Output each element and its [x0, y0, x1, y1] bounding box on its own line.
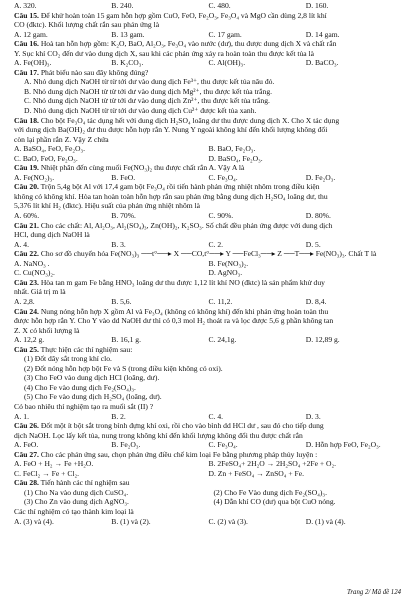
question-line [14, 12, 403, 22]
question-line [14, 222, 403, 232]
answer-option: C. FeCl₂ → Fe + Cl₂. [14, 468, 80, 478]
text-line: CO (đktc). Khối lượng chất rắn sau phản ứng là [14, 21, 160, 30]
statement-line: A. Nhỏ dung dịch NaOH từ từ tới dư vào dung dịch Fe³⁺, thu được kết tủa nâu đỏ. [24, 78, 275, 87]
answer-option: D. 14 gam. [305, 29, 340, 39]
answer-option: A. 12 gam. [14, 29, 48, 39]
answer-option: A. 4. [14, 239, 29, 249]
answer-options [14, 498, 403, 508]
question-line [14, 346, 403, 356]
answer-option: D. 5. [305, 239, 321, 249]
answer-option: C. 24,1g. [208, 335, 237, 345]
question-text: Đốt một ít bột sắt trong bình đựng khí oxi, rồi cho vào bình dd HCl dư , sau đó cho tiếp dung [40, 422, 324, 431]
answer-option: D. BaCO₃. [305, 58, 339, 68]
answer-options [14, 241, 403, 251]
answer-option: D. Hỗn hợp FeO, Fe₂O₃. [305, 440, 381, 450]
statement-line: D. Nhỏ dung dịch NaOH từ từ tới dư vào dung dịch Cu²⁺ được kết tủa xanh. [24, 107, 257, 116]
question-line [14, 308, 403, 318]
answer-option: (2) Cho Fe Vào dung dịch Fe₂(SO₄)₃. [213, 487, 327, 497]
answer-option: (3) Cho Zn vào dung dịch AgNO₃. [24, 497, 129, 507]
question-line [14, 422, 403, 432]
question-text: Nung nóng hỗn hợp X gồm Al và Fe₃O₄ (không có không khí) đến khi phản ứng hoàn toàn thu [40, 307, 329, 316]
question-number: Câu 19. [14, 164, 39, 173]
answer-option: B. 240. [111, 1, 134, 10]
answer-option: C. 11,2. [208, 296, 233, 306]
answer-option: A. FeO. [14, 440, 39, 450]
question-number: Câu 24. [14, 307, 39, 316]
answer-option: D. Fe₂O₃. [305, 172, 336, 182]
answer-option: A. FeO + H₂ → Fe +H₂O. [14, 459, 94, 469]
question-number: Câu 27. [14, 450, 39, 459]
text-line: không có không khí. Hòa tan hoàn toàn hỗn hợp rắn sau phản ứng bằng dung dịch H₂SO₄ loãng dư, thu [14, 192, 328, 201]
answer-option: A. (3) và (4). [14, 516, 54, 526]
answer-option: B. 70%. [111, 211, 136, 221]
page-footer: Trang 2/ Mã đề 124 [347, 589, 401, 597]
question-number: Câu 15. [14, 11, 39, 20]
question-number: Câu 25. [14, 345, 39, 354]
answer-option: A. 12,2 g. [14, 335, 45, 345]
question-line [14, 183, 403, 193]
answer-options [14, 269, 403, 279]
question-text: Cho sơ đồ chuyển hóa Fe(NO₃)₃ ──t°──▸ X ──CO,t°──▸ Y ──FeCl₃──▸ Z ──T──▸ Fe(NO₃)₃. Chất T là [40, 250, 377, 259]
answer-option: A. Fe(OH)₃. [14, 58, 52, 68]
answer-option: C. 2. [208, 239, 224, 249]
answer-option: B. BaO, Fe₂O₃. [208, 144, 256, 154]
answer-option: D. (1) và (4). [305, 516, 346, 526]
statement-line: (2) Đốt nóng hỗn hợp bột Fe và S (trong điều kiện không có oxi). [24, 364, 223, 373]
answer-options [14, 2, 403, 12]
statement-line: (3) Cho FeO vào dung dịch HCl (loãng, dư). [24, 374, 160, 383]
text-line: Các thí nghiệm có tạo thành kim loại là [14, 507, 134, 516]
text-line: Có bao nhiêu thí nghiệm tạo ra muối sắt (II) ? [14, 402, 154, 411]
question-line [14, 69, 403, 79]
answer-options [14, 470, 403, 480]
answer-options [14, 31, 403, 41]
question-text: Trộn 5,4g bột Al với 17,4 gam bột Fe₃O₄ rồi tiến hành phản ứng nhiệt nhôm trong điều kiện [40, 183, 320, 192]
question-number: Câu 18. [14, 116, 39, 125]
question-text: Hòa tan m gam Fe bằng HNO₃ loãng dư thu được 1,12 lít khí NO (đktc) là sản phẩm khử duy [40, 278, 325, 287]
answer-options [14, 518, 403, 528]
text-line: dịch NaOH. Lọc lấy kết tủa, nung trong không khí đến khối lượng không đổi thu được chất rắn [14, 431, 303, 440]
answer-option: D. 160. [305, 1, 329, 10]
answer-options [14, 298, 403, 308]
answer-option: C. 90%. [208, 211, 234, 221]
question-text: Nhiệt phân đến cùng muối Fe(NO₃)₂ thu được chất rắn A. Vậy A là [40, 164, 245, 173]
text-line: nhất. Giá trị m là [14, 288, 66, 297]
question-number: Câu 16. [14, 40, 39, 49]
question-text: Tiến hành các thí nghiệm sau [40, 479, 130, 488]
statement-line: (5) Cho Fe vào dung dịch H₂SO₄ (loãng, dư). [24, 393, 162, 402]
answer-option: A. 320. [14, 1, 37, 10]
answer-options [14, 174, 403, 184]
answer-option: D. 12,89 g. [305, 335, 340, 345]
answer-option: A. Fe(NO₂)₃. [14, 172, 55, 182]
answer-option: B. (1) và (2). [111, 516, 151, 526]
answer-option: C. 17 gam. [208, 29, 242, 39]
statement-line: (1) Đốt dây sắt trong khí clo. [24, 355, 112, 364]
question-number: Câu 23. [14, 278, 39, 287]
question-number: Câu 22. [14, 250, 39, 259]
text-line: Z. X có khối lượng là [14, 326, 80, 335]
text-line: được hỗn hợp rắn Y. Cho Y vào dd NaOH dư thì có 0,3 mol H₂ thoát ra và lọc được 5,6 g phần không tan [14, 317, 334, 326]
question-text: Phát biểu nào sau đây không đúng? [40, 68, 149, 77]
answer-option: D. 3. [305, 411, 321, 421]
question-number: Câu 17. [14, 68, 39, 77]
answer-option: C. BaO, FeO, Fe₂O₃. [14, 153, 78, 163]
answer-option: A. 60%. [14, 211, 40, 221]
question-line [14, 40, 403, 50]
answer-option: C. Fe₃O₄. [208, 440, 238, 450]
answer-option: A. NaNO₃ . [14, 258, 50, 268]
answer-option: D. BaSO₄, Fe₂O₃. [208, 153, 263, 163]
text-line: HCl, dung dịch NaOH là [14, 231, 90, 240]
answer-options [14, 212, 403, 222]
question-text: Để khử hoàn toàn 15 gam hỗn hợp gồm CuO, FeO, Fe₂O₃, Fe₃O₄ và MgO cần dùng 2,8 lít khí [40, 11, 327, 20]
answer-option: A. 2,8. [14, 296, 35, 306]
answer-option: D. AgNO₃. [208, 268, 243, 278]
answer-option: B. 16,1 g. [111, 335, 141, 345]
statement-line: C. Nhỏ dung dịch NaOH từ từ tới dư vào dung dịch Zn²⁺, thu được kết tủa trắng. [24, 97, 270, 106]
answer-option: C. Cu(NO₃)₂. [14, 268, 55, 278]
answer-options [14, 441, 403, 451]
question-number: Câu 20. [14, 183, 39, 192]
answer-option: B. 5,6. [111, 296, 132, 306]
answer-option: (1) Cho Na vào dung dịch CuSO₄. [24, 487, 129, 497]
question-text: Cho bột Fe₃O₄ tác dụng hết với dung dịch H₂SO₄ loãng dư thu được dung dịch X. Cho X tác dụng [40, 116, 340, 125]
question-line [14, 117, 403, 127]
answer-option: D. 8,4. [305, 296, 327, 306]
answer-option: B. Fe₂O₃. [111, 440, 141, 450]
answer-options [14, 59, 403, 69]
answer-option: A. BaSO₄, FeO, Fe₂O₃. [14, 144, 86, 154]
text-line: 5,376 lít khí H₂ (đktc). Hiệu suất của phản ứng nhiệt nhôm là [14, 202, 201, 211]
statement-line: B. Nhỏ dung dịch NaOH từ từ tới dư vào dung dịch Mg²⁺, thu được kết tủa trắng. [24, 87, 273, 96]
answer-options [14, 155, 403, 165]
answer-option: B. 2FeSO₄+ 2H₂O → 2H₂SO₄ +2Fe + O₂. [208, 459, 337, 469]
question-text: Thực hiện các thí nghiệm sau: [40, 345, 133, 354]
question-number: Câu 26. [14, 422, 39, 431]
text-line: với dung dịch Ba(OH)₂ dư thu được hỗn hợp rắn Y. Nung Y ngoài không khí đến khối lượng không đổi [14, 126, 328, 135]
answer-option: C. 480. [208, 1, 231, 10]
answer-option: B. 3. [111, 239, 126, 249]
question-text: Hoà tan hỗn hợp gồm: K₂O, BaO, Al₂O₃, Fe₃O₄ vào nước (dư), thu được dung dịch X và chất rắn [40, 40, 337, 49]
answer-option: B. FeO. [111, 172, 136, 182]
question-line [14, 279, 403, 289]
answer-option: C. (2) và (3). [208, 516, 248, 526]
question-number: Câu 21. [14, 221, 39, 230]
question-number: Câu 28. [14, 479, 39, 488]
answer-option: B. K₂CO₃. [111, 58, 144, 68]
answer-option: C. Fe₃O₄. [208, 172, 238, 182]
text-line: Y. Sục khí CO₂ đến dư vào dung dịch X, sau khi các phản ứng xảy ra hoàn toàn thu được kết tủa là [14, 49, 314, 58]
answer-option: A. 1. [14, 411, 29, 421]
text-line: còn lại phần rắn Z. Vậy Z chứa [14, 135, 109, 144]
answer-option: B. 13 gam. [111, 29, 145, 39]
question-text: Cho các phản ứng sau, chọn phản ứng điều chế kim loại Fe bằng phương pháp thủy luyện : [40, 450, 318, 459]
answer-options [14, 413, 403, 423]
answer-options [14, 336, 403, 346]
question-text: Cho các chất: Al, Al₂O₃, Al₂(SO₄)₃, Zn(OH)₂, K₂SO₃. Số chất đều phản ứng được với dung dịch [40, 221, 333, 230]
answer-option: C. 4. [208, 411, 224, 421]
answer-option: B. Fe(NO₃)₂. [208, 258, 249, 268]
answer-option: D. Zn + FeSO₄ → ZnSO₄ + Fe. [208, 468, 304, 478]
answer-option: D. 80%. [305, 211, 331, 221]
answer-option: C. Al(OH)₃. [208, 58, 246, 68]
answer-option: (4) Dẫn khí CO (dư) qua bột CuO nóng. [213, 497, 336, 507]
statement-line: (4) Cho Fe vào dung dịch Fe₂(SO₄)₃. [24, 383, 136, 392]
answer-option: B. 2. [111, 411, 126, 421]
